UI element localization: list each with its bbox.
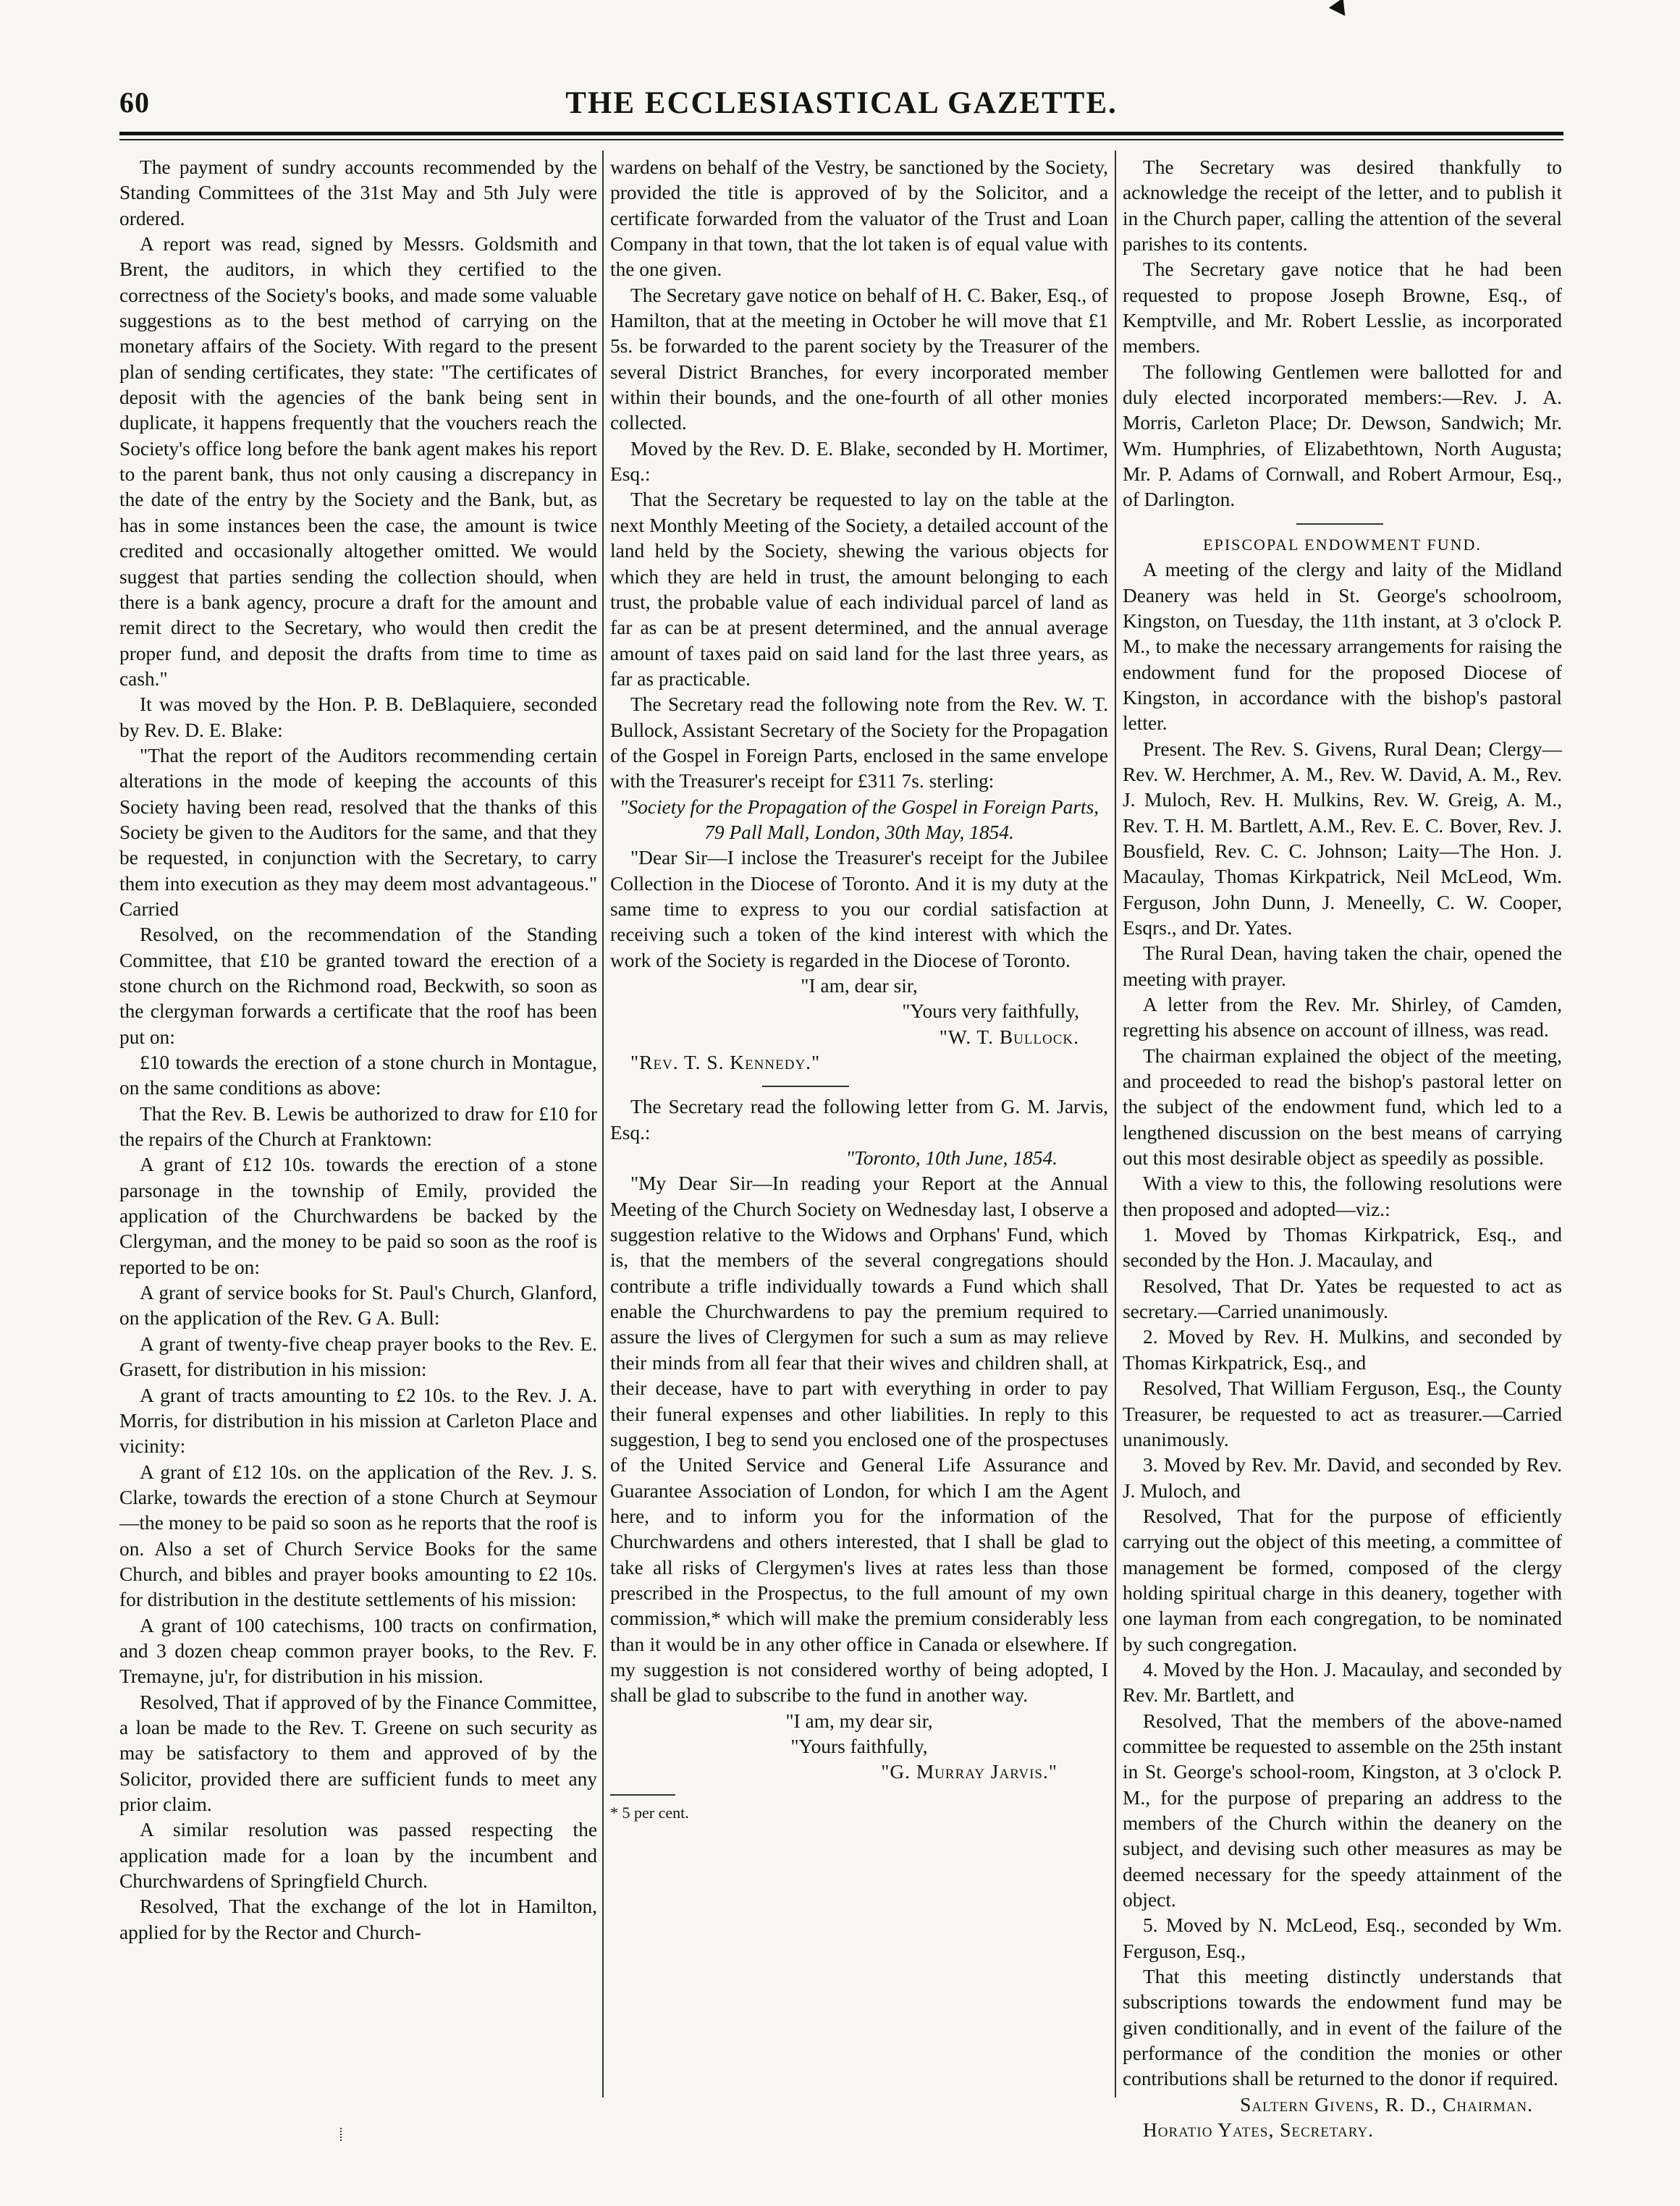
paragraph: Resolved, That if approved of by the Finance Committee, a loan be made to the Rev. T. Greene on such security as may be satisfactory to them and approved of by the Solicitor, provided there are sufficient funds to meet any prior claim. bbox=[119, 1691, 597, 1815]
print-speck bbox=[340, 2128, 346, 2141]
paragraph: A grant of tracts amounting to £2 10s. to the Rev. J. A. Morris, for distribution in his mission at Carleton Place and vicinity: bbox=[119, 1384, 597, 1458]
paragraph: It was moved by the Hon. P. B. DeBlaquiere, seconded by Rev. D. E. Blake: bbox=[119, 693, 597, 741]
paragraph: The chairman explained the object of the meeting, and proceeded to read the bishop's pastoral letter on the subject of the endowment fund, which led to a lengthened discussion on the best means of carrying out this most desirable object as speedily as possible. bbox=[1123, 1044, 1562, 1170]
footnote: * 5 per cent. bbox=[610, 1803, 689, 1822]
paragraph: £10 towards the erection of a stone church in Montague, on the same conditions as above: bbox=[119, 1052, 597, 1099]
paragraph: Resolved, That the exchange of the lot in Hamilton, applied for by the Rector and Church- bbox=[119, 1896, 597, 1943]
paragraph: A grant of £12 10s. towards the erection of a stone parsonage in the township of Emily, provided the application of the Churchwardens be backed by the Clergyman, and the money to be paid so soon as the roof is reported to be on: bbox=[119, 1154, 597, 1278]
signature-secretary: Horatio Yates, Secretary. bbox=[1143, 2119, 1374, 2142]
paragraph: That the Secretary be requested to lay on the table at the next Monthly Meeting of the Society, a detailed account of the land held by the Society, shewing the various objects for which they are held in trust, the amount belonging to each trust, the probable value of each individual parcel of land as far as can be at present determined, and the annual average amount of taxes paid on said land for the last three years, as far as practicable. bbox=[610, 489, 1108, 690]
paragraph: The Rural Dean, having taken the chair, opened the meeting with prayer. bbox=[1123, 942, 1562, 990]
paragraph: Resolved, That for the purpose of efficiently carrying out the object of this meeting, a committee of management be formed, composed of the clergy holding spiritual charge in this deanery, together with one layman from each congregation, to be nominated by such congregation. bbox=[1123, 1505, 1562, 1655]
paragraph: Present. The Rev. S. Givens, Rural Dean; Clergy—Rev. W. Herchmer, A. M., Rev. W. David, A. M., Rev. J. Muloch, Rev. H. Mulkins, Rev. W. Greig, A. M., Rev. T. H. M. Bartlett, A.M., Rev. E. C. Bover, Rev. J. Bousfield, Rev. C. C. Johnson; Laity—The Hon. J. Macaulay, Thomas Kirkpatrick, Neil McLeod, Wm. Ferguson, John Dunn, J. Meneelly, C. W. Cooper, Esqrs., and Dr. Yates. bbox=[1123, 738, 1562, 939]
corner-mark bbox=[1329, 0, 1352, 21]
column-divider bbox=[1115, 151, 1116, 2097]
letter-closing: "I am, dear sir, bbox=[801, 975, 918, 997]
paragraph: Resolved, on the recommendation of the Standing Committee, that £10 be granted toward the erection of a stone church on the Richmond road, Beckwith, so soon as the clergyman forwards a certificate that the roof has been put on: bbox=[119, 924, 597, 1048]
page-header bbox=[119, 85, 1563, 129]
paragraph: A grant of £12 10s. on the application of the Rev. J. S. Clarke, towards the erection of a stone Church at Seymour—the money to be paid so soon as he reports that the roof is on. Also a set of Church Service Books for the same Church, and bibles and prayer books amounting to £2 10s. for distribution in the destitute settlements of his mission: bbox=[119, 1461, 597, 1611]
paragraph: A letter from the Rev. Mr. Shirley, of Camden, regretting his absence on account of illness, was read. bbox=[1123, 994, 1562, 1041]
header-rule bbox=[119, 132, 1563, 135]
paragraph: The Secretary read the following letter from G. M. Jarvis, Esq.: bbox=[610, 1096, 1108, 1144]
header-rule-thin bbox=[119, 139, 1563, 140]
column-1 bbox=[119, 155, 597, 1945]
paragraph: Resolved, That the members of the above-named committee be requested to assemble on the 25th instant in St. George's school-room, Kingston, at 3 o'clock P. M., for the purpose of preparing an address to the members of the Church within the deanery on the subject, and devising such other measures as may be deemed necessary for the speedy attainment of the object. bbox=[1123, 1710, 1562, 1911]
paragraph: 4. Moved by the Hon. J. Macaulay, and seconded by Rev. Mr. Bartlett, and bbox=[1123, 1658, 1562, 1707]
paragraph: A grant of service books for St. Paul's Church, Glanford, on the application of the Rev. G A. Bull: bbox=[119, 1282, 597, 1330]
paragraph: The payment of sundry accounts recommended by the Standing Committees of the 31st May and 5th July were ordered. bbox=[119, 156, 597, 229]
letter-dateline: "Society for the Propagation of the Gospel in Foreign Parts, 79 Pall Mall, London, 30th May, 1854. bbox=[619, 795, 1099, 843]
paragraph: 1. Moved by Thomas Kirkpatrick, Esq., and seconded by the Hon. J. Macaulay, and bbox=[1123, 1224, 1562, 1272]
paragraph: The Secretary gave notice on behalf of H. C. Baker, Esq., of Hamilton, that at the meeting in October he will move that £1 5s. be forwarded to the parent society by the Treasurer of the several District Branches, for every incorporated member within their bounds, and the one-fourth of all other monies collected. bbox=[610, 284, 1108, 434]
page-number: 60 bbox=[119, 86, 150, 119]
paragraph: 5. Moved by N. McLeod, Esq., seconded by Wm. Ferguson, Esq., bbox=[1123, 1914, 1562, 1962]
letter-body: "Dear Sir—I inclose the Treasurer's receipt for the Jubilee Collection in the Diocese of Toronto. And it is my duty at the same time to express to you our cordial satisfaction at receiving such a token of the kind interest with which the work of the Society is regarded in the Diocese of Toronto. bbox=[610, 847, 1108, 971]
paragraph: A meeting of the clergy and laity of the Midland Deanery was held in St. George's schoolroom, Kingston, on Tuesday, the 11th instant, at 3 o'clock P. M., to make the necessary arrangements for raising the endowment fund for the proposed Diocese of Kingston, in accordance with the bishop's pastoral letter. bbox=[1123, 559, 1562, 735]
column-2 bbox=[610, 155, 1108, 1825]
paragraph: "That the report of the Auditors recommending certain alterations in the mode of keeping the accounts of this Society having been read, resolved that the thanks of this Society be given to the Auditors for the same, and that they be requested, in conjunction with the Secretary, to carry them into execution as they may deem most advantageous." Carried bbox=[119, 744, 597, 920]
footnote-rule bbox=[610, 1794, 675, 1796]
letter-signature: "G. Murray Jarvis." bbox=[881, 1761, 1058, 1783]
paragraph: The Secretary read the following note from the Rev. W. T. Bullock, Assistant Secretary of the Society for the Propagation of the Gospel in Foreign Parts, enclosed in the same envelope with the Treasurer's receipt for £311 7s. sterling: bbox=[610, 693, 1108, 793]
paragraph: Moved by the Rev. D. E. Blake, seconded by H. Mortimer, Esq.: bbox=[610, 437, 1108, 486]
paragraph: A similar resolution was passed respecting the application made for a loan by the incumbent and Churchwardens of Springfield Church. bbox=[119, 1819, 597, 1893]
separator-rule bbox=[1296, 523, 1383, 525]
signature-chairman: Saltern Givens, R. D., Chairman. bbox=[1240, 2093, 1533, 2116]
paragraph: wardens on behalf of the Vestry, be sanctioned by the Society, provided the title is approved of by the Solicitor, and a certificate forwarded from the valuator of the Trust and Loan Company in that town, that the lot taken is of equal value with the one given. bbox=[610, 156, 1108, 281]
column-3 bbox=[1123, 155, 1562, 2143]
paragraph: With a view to this, the following resolutions were then proposed and adopted—viz.: bbox=[1123, 1172, 1562, 1220]
paragraph: The Secretary gave notice that he had been requested to propose Joseph Browne, Esq., of Kemptville, and Mr. Robert Lesslie, as incorporated members. bbox=[1123, 258, 1562, 358]
paragraph: That the Rev. B. Lewis be authorized to draw for £10 for the repairs of the Church at Franktown: bbox=[119, 1102, 597, 1151]
paragraph: Resolved, That William Ferguson, Esq., the County Treasurer, be requested to act as treasurer.—Carried unanimously. bbox=[1123, 1377, 1562, 1450]
paragraph: A grant of 100 catechisms, 100 tracts on confirmation, and 3 dozen cheap common prayer books, to the Rev. F. Tremayne, ju'r, for distribution in his mission. bbox=[119, 1614, 597, 1688]
paragraph: A report was read, signed by Messrs. Goldsmith and Brent, the auditors, in which they certified to the correctness of the Society's books, and made some valuable suggestions as to the best method of carrying on the monetary affairs of the Society. With regard to the present plan of sending certificates, they state: "The certificates of deposit with the agencies of the bank being sent in duplicate, it happens frequently that the vouchers reach the Society's office long before the bank agent makes his report to the parent bank, thus not only causing a discrepancy in the date of the entry by the Society and the Bank, but, as has in some instances been the case, the amount is twice credited and occasionally altogether omitted. We would suggest that parties sending the collection should, when there is a bank agency, procure a draft for the amount and remit direct to the Secretary, who would then credit the proper fund, and deposit the drafts from time to time as cash." bbox=[119, 233, 597, 690]
separator-rule bbox=[762, 1086, 849, 1087]
paragraph: A grant of twenty-five cheap prayer books to the Rev. E. Grasett, for distribution in his mission: bbox=[119, 1332, 597, 1381]
paragraph: That this meeting distinctly understands that subscriptions towards the endowment fund may be given conditionally, and in event of the failure of the performance of the condition the monies or other contributions shall be returned to the donor if required. bbox=[1123, 1966, 1562, 2090]
paragraph: 3. Moved by Rev. Mr. David, and seconded by Rev. J. Muloch, and bbox=[1123, 1454, 1562, 1502]
newspaper-title: THE ECCLESIASTICAL GAZETTE. bbox=[565, 86, 1118, 120]
letter-closing: "Yours very faithfully, bbox=[902, 1000, 1079, 1023]
section-heading: EPISCOPAL ENDOWMENT FUND. bbox=[1203, 535, 1482, 554]
letter-dateline: "Toronto, 10th June, 1854. bbox=[845, 1147, 1058, 1170]
letter-closing: "Yours faithfully, bbox=[790, 1735, 928, 1757]
letter-body: "My Dear Sir—In reading your Report at the Annual Meeting of the Church Society on Wednesday last, I observe a suggestion relative to the Widows and Orphans' Fund, which is, that the members of the several congregations should contribute a trifle individually towards a Fund which shall enable the Churchwardens to pay the premium required to assure the lives of Clergymen for such a sum as may relieve their minds from all fear that their wives and children shall, at their decease, have to part with everything in order to pay their funeral expenses and other liabilities. In reply to this suggestion, I beg to send you enclosed one of the prospectuses of the United Service and General Life Assurance and Guarantee Association of London, for which I am the Agent here, and to inform you for the information of the Churchwardens and others interested, that I shall be glad to take all risks of Clergymen's lives at rates less than those prescribed in the Prospectus, to the full amount of my own commission,* which will make the premium considerably less than it would be in any other office in Canada or elsewhere. If my suggestion is not considered worthy of being adopted, I shall be glad to subscribe to the fund in another way. bbox=[610, 1172, 1108, 1707]
letter-closing: "I am, my dear sir, bbox=[785, 1710, 933, 1732]
letter-signature: "W. T. Bullock. bbox=[939, 1026, 1079, 1048]
paragraph: The following Gentlemen were ballotted for and duly elected incorporated members:—Rev. J. A. Morris, Carleton Place; Dr. Dewson, Sandwich; Mr. Wm. Humphries, of Elizabethtown, North Augusta; Mr. P. Adams of Cornwall, and Robert Armour, Esq., of Darlington. bbox=[1123, 360, 1562, 511]
paragraph: Resolved, That Dr. Yates be requested to act as secretary.—Carried unanimously. bbox=[1123, 1275, 1562, 1323]
column-divider bbox=[602, 151, 604, 2097]
paragraph: 2. Moved by Rev. H. Mulkins, and seconded by Thomas Kirkpatrick, Esq., and bbox=[1123, 1326, 1562, 1374]
letter-addressee: "Rev. T. S. Kennedy." bbox=[630, 1052, 821, 1074]
paragraph: The Secretary was desired thankfully to acknowledge the receipt of the letter, and to publish it in the Church paper, calling the attention of the several parishes to its contents. bbox=[1123, 156, 1562, 255]
